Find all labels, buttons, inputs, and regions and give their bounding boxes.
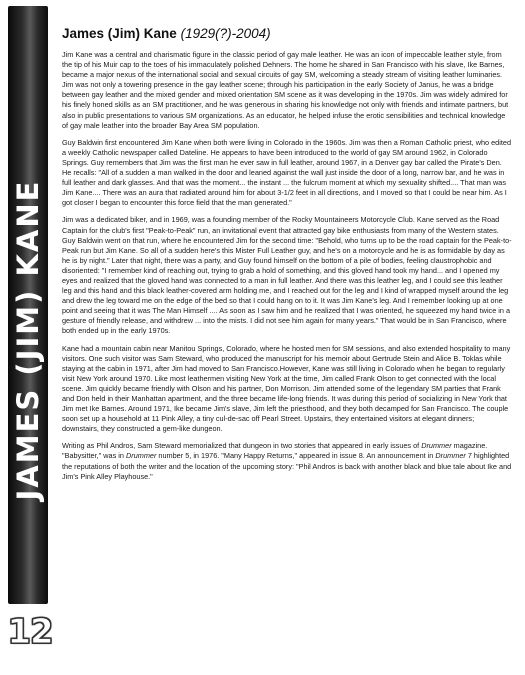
article-title (62, 26, 512, 41)
page-number: 12 (7, 612, 53, 652)
magazine-title: Drummer (421, 441, 452, 451)
title-name: James (Jim) Kane (62, 26, 177, 41)
article (62, 26, 512, 489)
vertical-title: JAMES (JIM) KANE (11, 179, 45, 501)
paragraph-3: Jim was a dedicated biker, and in 1969, was a founding member of the Rocky Mountaineers Motorcycle Club. Kane served as the Road Captain for the club's first "Peak-to-Peak" run, an invitational event that attracted gay bike enthusiasts from many of the Western states. Guy Baldwin went on that run, where he encountered Jim for the second time: "Behold, who turns up to be the road captain for the Peak-to-Peak run but Jim Kane. So all of a sudden here's this Mister Full Leather guy, and he's on a motorcycle and he is as formidable by day as he is by night." Later that night, there was a party, and Guy found himself on the bottom of a pile of bodies, feeling claustrophobic and disoriented: "I remember kind of reaching out, trying to grab a hold of something, and this gloved hand took my hand... and I opened my eyes and realized that the gloved hand was connected to a man in full leather. And there was this leather leg, and I could see this leather leg and this hand and this black leather-covered arm holding me, and I reached out for the leg and I kind of wrapped myself around the leg and drew the leg toward me on the edge of the bed so that I could hang on to it. It was Jim Kane's leg. And I remember looking up at one point and seeing that it was The Man Himself .... As soon as I saw him and he realized that I was oriented, he squeezed my hand twice in a gesture of friendly release, and withdrew ... into the mists. I did not see him again for many years." That would be in San Francisco, where both ended up in the early 1970s. (62, 215, 512, 336)
magazine-title: Drummer (126, 451, 157, 461)
paragraph-1: Jim Kane was a central and charismatic figure in the classic period of gay male leather. He was an icon of impeccable leather style, from the tip of his Muir cap to the toes of his immaculately polished Dehners. The home he shared in San Francisco with his slave, Ike Barnes, became a major nexus of the international social and sexual circuits of gay SM, welcoming a steady stream of visiting leather luminaries. Jim was not only a towering presence in the gay leather scene; through his participation in the early Society of Janus, he was a bridge between gay leather and the mixed gender and mixed orientation SM scene as it was developing in the 1970s. Jim was widely admired for his finely honed skills as an SM practitioner, and he was generous in sharing his knowledge not only with friends and intimate partners, but also in public presentations to various SM organizations. As an educator, he helped infuse the erotic sensibilities and technical knowledge of gay male leather into the broader Bay Area SM population. (62, 50, 509, 130)
title-dates: (1929(?)-2004) (180, 26, 271, 41)
sidebar (0, 0, 54, 675)
paragraph-2: Guy Baldwin first encountered Jim Kane when both were living in Colorado in the 1960s. Jim was then a Roman Catholic priest, who edited a weekly Catholic newspaper called Dateline. He appears to have been introduced to the world of gay SM around 1962, in Colorado Springs. Guy remembers that Jim was the first man he ever saw in full leather, around 1967, in a Denver gay bar called the Pirate's Den. He recalls: "All of a sudden a man walked in the door and leaned against the wall just inside the door of a long, narrow bar, and he was in full leather and dark glasses. And that was the moment... the instant ... the fulcrum moment at which my sexuality shifted.... That man was Jim Kane.... There was an aura that radiated around him for about 3-1/2 feet in all directions, and I moved so that I could be near him. As I got closer I began to encounter this force field that the man generated." (62, 137, 511, 208)
magazine-title: Drummer (435, 451, 466, 461)
paragraph-4: Kane had a mountain cabin near Manitou Springs, Colorado, where he hosted men for SM sessions, and also extended hospitality to many visitors. One such visitor was Sam Steward, who produced the manuscript for his memoir about Gertrude Stein and Alice B. Toklas while staying at the cabin in 1971, after Jim had moved to San Francisco.However, Kane was still living in Colorado when he began to regularly visit New York around 1970. Like most leathermen visiting New York at the time, Jim called Frank Olson to get connected with the local scene. Jim quickly became friendly with Olson and his partner, Don Morrison. Jim attended some of the legendary SM parties that Frank and Don held in their Manhattan apartment, and the three became life-long friends. It was during this period of socializing in New York that Jim met Ike Barnes. Around 1971, Ike became Jim's slave, Jim left the priesthood, and they both decamped for San Francisco. The couple soon set up a household at 11 Pink Alley, a tiny cul-de-sac off Pearl Street. Upstairs, they entertained visitors at elegant dinners; downstairs, they constructed a gem-like dungeon. (62, 343, 511, 434)
paragraph-5: Writing as Phil Andros, Sam Steward memorialized that dungeon in two stories that appeared in early issues of Drummer magazine. "Babysitter," was in Drummer number 5, in 1976. "Many Happy Returns," appeared in issue 8. An announcement in Drummer 7 highlighted the reputations of both the writer and the location of the upcoming story: "Phil Andros is back with another black and blue tale about Ike and Jim's Pink Alley Playhouse." (62, 441, 512, 481)
